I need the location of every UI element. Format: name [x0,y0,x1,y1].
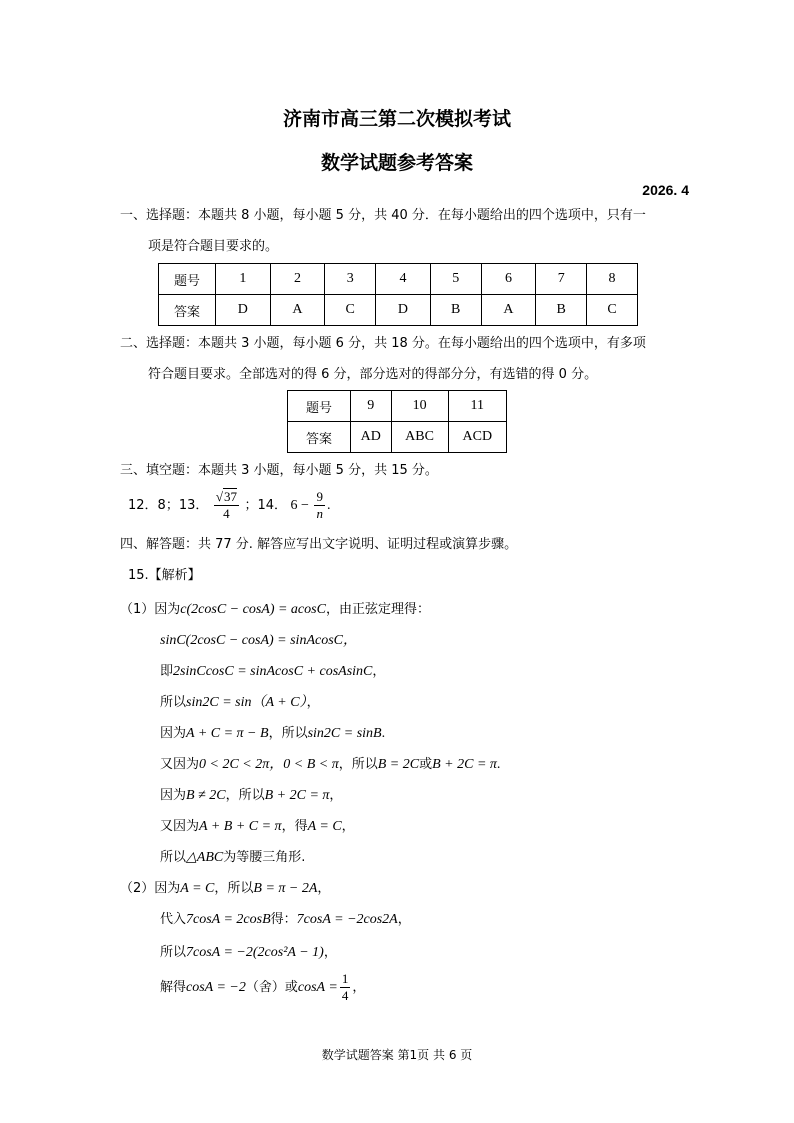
q14-label: ；14． [244,498,288,513]
table-cell: 3 [325,264,376,295]
solution-line-9: 所以△ABC为等腰三角形. [160,850,306,865]
solution-line-12: 所以7cosA = −2(2cos²A − 1)， [160,945,337,960]
table-cell: 1 [216,264,271,295]
solution-line-5: 因为A + C = π − B，所以sin2C = sinB. [160,726,386,741]
section2-answer-table [287,390,507,453]
table-cell: D [376,295,431,326]
table-cell: A [481,295,536,326]
q12-answer: 12．8；13． [128,498,209,513]
page-footer: 数学试题答案 第1页 共 6 页 [321,1048,473,1062]
table-cell: 6 [481,264,536,295]
section4-line1: 四、解答题：共 77 分. 解答应写出文字说明、证明过程或演算步骤。 [120,537,518,552]
q13-fraction: $\frac{√37}{4}$ [215,489,237,522]
table-row [288,391,507,422]
table-cell: B [430,295,481,326]
q14-prefix: 6 − [290,498,309,513]
table-cell: 10 [391,391,448,422]
solution-line-11: 代入7cosA = 2cosB得：7cosA = −2cos2A， [160,912,411,927]
section1-line2: 项是符合题目要求的。 [148,239,279,254]
page-title: 济南市高三第二次模拟考试 [282,108,511,130]
solution-line-3: 即2sinCcosC = sinAcosC + cosAsinC， [160,664,386,679]
table-row [159,295,638,326]
section2-line2: 符合题目要求。全部选对的得 6 分，部分选对的得部分分，有选错的得 0 分。 [148,367,598,382]
table-cell: 9 [351,391,392,422]
q15-header: 15.【解析】 [128,568,201,583]
table-cell: C [325,295,376,326]
table-cell: 11 [448,391,506,422]
table-cell: 2 [270,264,325,295]
table-row [159,264,638,295]
table-cell: AD [351,422,392,453]
exam-date: 2026. 4 [642,182,689,198]
table-answer-label: 答案 [159,295,216,326]
solution-line-10: （2）因为A = C，所以B = π − 2A， [120,881,331,896]
solution-line-6: 又因为0 < 2C < 2π，0 < B < π，所以B = 2C或B + 2C = π. [160,757,501,772]
table-cell: B [536,295,587,326]
section3-line1: 三、填空题：本题共 3 小题，每小题 5 分，共 15 分。 [120,463,438,478]
solution-line-7: 因为B ≠ 2C，所以B + 2C = π， [160,788,343,803]
table-cell: ACD [448,422,506,453]
table-header-label: 题号 [288,391,351,422]
table-header-label: 题号 [159,264,216,295]
solution-line-2: sinC(2cosC − cosA) = sinAcosC， [160,633,357,648]
solution-line-4: 所以sin2C = sin（A + C）， [160,695,320,710]
table-cell: 7 [536,264,587,295]
q14-denominator: n [316,506,323,522]
section1-line1: 一、选择题：本题共 8 小题，每小题 5 分，共 40 分．在每小题给出的四个选项中，只有一 [120,208,646,223]
table-row [288,422,507,453]
table-cell: 8 [587,264,638,295]
table-cell: ABC [391,422,448,453]
solution-line-1: （1）因为c(2cosC − cosA) = acosC，由正弦定理得： [120,602,430,617]
q14-end: . [326,498,331,513]
fill-in-answers [128,488,330,524]
cos-a-fraction: $\frac{1}{4}$ [341,971,349,1004]
q14-fraction [314,489,325,522]
solution-line-8: 又因为A + B + C = π，得A = C， [160,819,355,834]
q14-numerator: 9 [316,489,323,505]
table-cell: A [270,295,325,326]
table-cell: 4 [376,264,431,295]
table-answer-label: 答案 [288,422,351,453]
section2-line1: 二、选择题：本题共 3 小题，每小题 6 分，共 18 分。在每小题给出的四个选项中，有多项 [120,336,646,351]
table-cell: C [587,295,638,326]
q13-denominator: 4 [223,506,230,522]
table-cell: D [216,295,271,326]
page-subtitle: 数学试题参考答案 [320,152,473,174]
table-cell: 5 [430,264,481,295]
q13-radicand: 37 [224,489,237,505]
solution-line-13: 解得cosA = −2（舍）或cosA = $\frac{1}{4}$ ， [160,971,366,1004]
section1-answer-table [158,263,638,326]
